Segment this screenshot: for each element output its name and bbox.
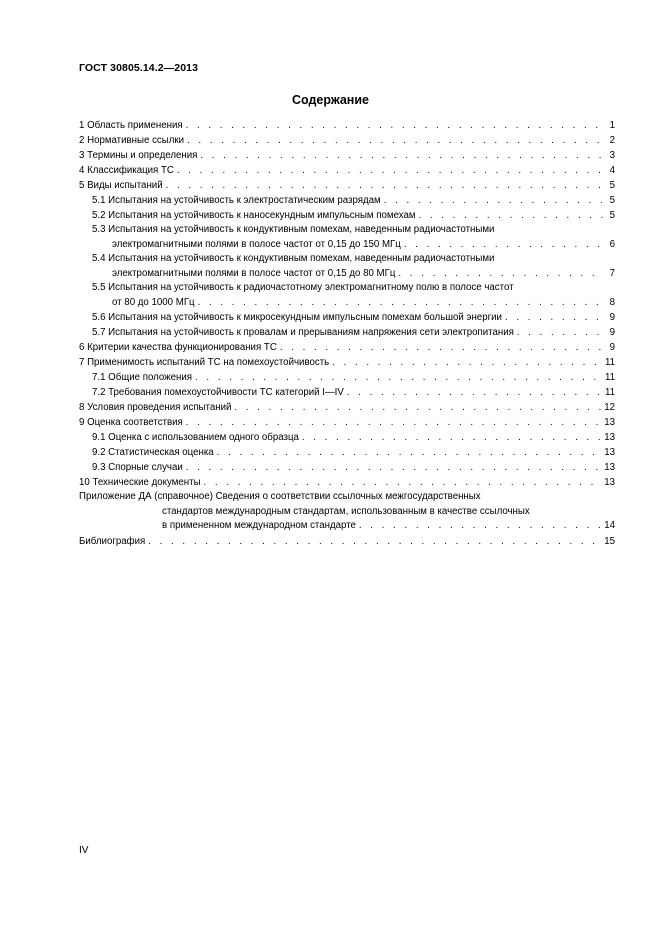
leader-dots <box>347 385 602 400</box>
leader-dots <box>359 519 601 534</box>
document-code: ГОСТ 30805.14.2—2013 <box>79 62 199 74</box>
leader-dots <box>198 296 604 311</box>
toc-entry-text: 5.2 Испытания на устойчивость к наносекундным импульсным помехам <box>92 210 416 221</box>
toc-entry-text: 2 Нормативные ссылки <box>79 135 185 146</box>
leader-dots <box>302 430 601 445</box>
toc-page-number: 15 <box>604 535 615 547</box>
toc-entry-text: 9.1 Оценка с использованием одного образца <box>92 432 299 443</box>
toc-entry-text: 9.3 Спорные случаи <box>92 462 183 473</box>
toc-page-number: 3 <box>609 150 615 161</box>
toc-entry[interactable] <box>79 534 615 549</box>
toc-entry-text-line2: стандартов международным стандартам, использованным в качестве ссылочных <box>162 505 530 517</box>
toc-entry[interactable] <box>79 223 615 252</box>
toc-entry-text: в примененном международном стандарте <box>162 520 356 531</box>
leader-dots <box>186 118 604 133</box>
toc-entry-text-line1: 5.4 Испытания на устойчивость к кондуктивным помехам, наведенным радиочастотными <box>92 253 495 264</box>
toc-page-number: 13 <box>604 432 615 443</box>
toc-entry-text: 9 Оценка соответствия <box>79 417 183 428</box>
toc-page-number: 9 <box>609 327 615 338</box>
leader-dots <box>505 310 604 325</box>
toc-page-number: 13 <box>604 447 615 458</box>
toc-page-number: 5 <box>609 180 615 191</box>
leader-dots <box>204 475 602 490</box>
leader-dots <box>332 355 602 370</box>
toc-entry-text: 8 Условия проведения испытаний <box>79 402 232 413</box>
toc-entry-text: 10 Технические документы <box>79 477 201 488</box>
toc-entry-text: 4 Классификация ТС <box>79 165 174 176</box>
toc-page-number: 5 <box>609 195 615 206</box>
leader-dots <box>177 163 604 178</box>
toc-entry-text: 7 Применимость испытаний ТС на помехоустойчивость <box>79 357 330 368</box>
toc-entry-text: 5.6 Испытания на устойчивость к микросекундным импульсным помехам большой энергии <box>92 312 502 323</box>
toc-entry[interactable] <box>79 118 615 133</box>
leader-dots <box>234 400 601 415</box>
leader-dots <box>280 340 604 355</box>
page-number: IV <box>79 845 89 856</box>
toc-page-number: 11 <box>604 372 615 383</box>
toc-page-number: 11 <box>604 387 615 398</box>
toc-page-number: 13 <box>604 417 615 428</box>
toc-entry[interactable] <box>79 355 615 370</box>
toc-entry[interactable] <box>79 325 615 340</box>
toc-entry-text: 3 Термины и определения <box>79 150 198 161</box>
toc-entry-text: 5 Виды испытаний <box>79 180 163 191</box>
toc-entry-text: Библиография <box>79 535 146 547</box>
toc-page-number: 8 <box>609 296 615 308</box>
toc-entry[interactable] <box>79 385 615 400</box>
toc-entry-text: 5.7 Испытания на устойчивость к провалам и прерываниям напряжения сети электропитания <box>92 327 514 338</box>
leader-dots <box>186 460 601 475</box>
toc-entry-text: 6 Критерии качества функционирования ТС <box>79 342 277 353</box>
toc-page-number: 4 <box>609 165 615 176</box>
toc-entry[interactable] <box>79 148 615 163</box>
toc-page-number: 13 <box>604 462 615 473</box>
leader-dots <box>404 238 604 253</box>
leader-dots <box>398 267 604 282</box>
toc-entry-text-line1: 5.5 Испытания на устойчивость к радиочастотному электромагнитному полю в полосе частот <box>92 282 514 293</box>
toc-entry[interactable] <box>79 340 615 355</box>
toc-entry[interactable] <box>79 281 615 310</box>
toc-entry[interactable] <box>79 163 615 178</box>
toc-entry[interactable] <box>79 208 615 223</box>
toc-entry[interactable] <box>79 252 615 281</box>
toc-entry-text-line1: Приложение ДА (справочное) Сведения о соответствии ссылочных межгосударственных <box>79 491 481 502</box>
leader-dots <box>517 325 604 340</box>
toc-entry-text: 1 Область применения <box>79 120 183 131</box>
toc-entry-text: 5.1 Испытания на устойчивость к электростатическим разрядам <box>92 195 381 206</box>
toc-entry[interactable] <box>79 370 615 385</box>
toc-title: Содержание <box>291 93 369 107</box>
leader-dots <box>166 178 604 193</box>
toc-entry-text: 9.2 Статистическая оценка <box>92 447 214 458</box>
toc-page-number: 5 <box>609 210 615 221</box>
toc-entry[interactable] <box>79 310 615 325</box>
toc-entry-text: электромагнитными полями в полосе частот от 0,15 до 80 МГц <box>112 267 396 279</box>
toc-entry[interactable] <box>79 178 615 193</box>
leader-dots <box>217 445 602 460</box>
toc-entry-text: 7.2 Требования помехоустойчивости ТС категорий I—IV <box>92 387 344 398</box>
toc-page-number: 7 <box>609 267 615 279</box>
toc-page-number: 9 <box>609 312 615 323</box>
leader-dots <box>186 415 601 430</box>
toc-entry-text-line1: 5.3 Испытания на устойчивость к кондуктивным помехам, наведенным радиочастотными <box>92 224 495 235</box>
toc-page-number: 6 <box>609 238 615 250</box>
table-of-contents <box>79 118 615 549</box>
toc-entry-text: от 80 до 1000 МГц <box>112 296 195 308</box>
toc-entry-annex[interactable] <box>79 490 615 534</box>
toc-entry-text: электромагнитными полями в полосе частот от 0,15 до 150 МГц <box>112 238 401 250</box>
toc-entry[interactable] <box>79 460 615 475</box>
toc-page-number: 14 <box>604 520 615 531</box>
leader-dots <box>148 534 601 549</box>
toc-page-number: 13 <box>604 477 615 488</box>
leader-dots <box>195 370 602 385</box>
leader-dots <box>419 208 604 223</box>
toc-entry[interactable] <box>79 133 615 148</box>
toc-entry[interactable] <box>79 400 615 415</box>
toc-entry[interactable] <box>79 415 615 430</box>
toc-entry[interactable] <box>79 475 615 490</box>
toc-page-number: 2 <box>609 135 615 146</box>
leader-dots <box>384 193 604 208</box>
toc-entry-text: 7.1 Общие положения <box>92 372 193 383</box>
leader-dots <box>187 133 604 148</box>
toc-page-number: 9 <box>609 342 615 353</box>
toc-page-number: 11 <box>604 357 615 368</box>
toc-entry[interactable] <box>79 445 615 460</box>
toc-page-number: 12 <box>604 402 615 413</box>
toc-entry[interactable] <box>79 193 615 208</box>
leader-dots <box>200 148 604 163</box>
toc-entry[interactable] <box>79 430 615 445</box>
toc-page-number: 1 <box>609 120 615 131</box>
